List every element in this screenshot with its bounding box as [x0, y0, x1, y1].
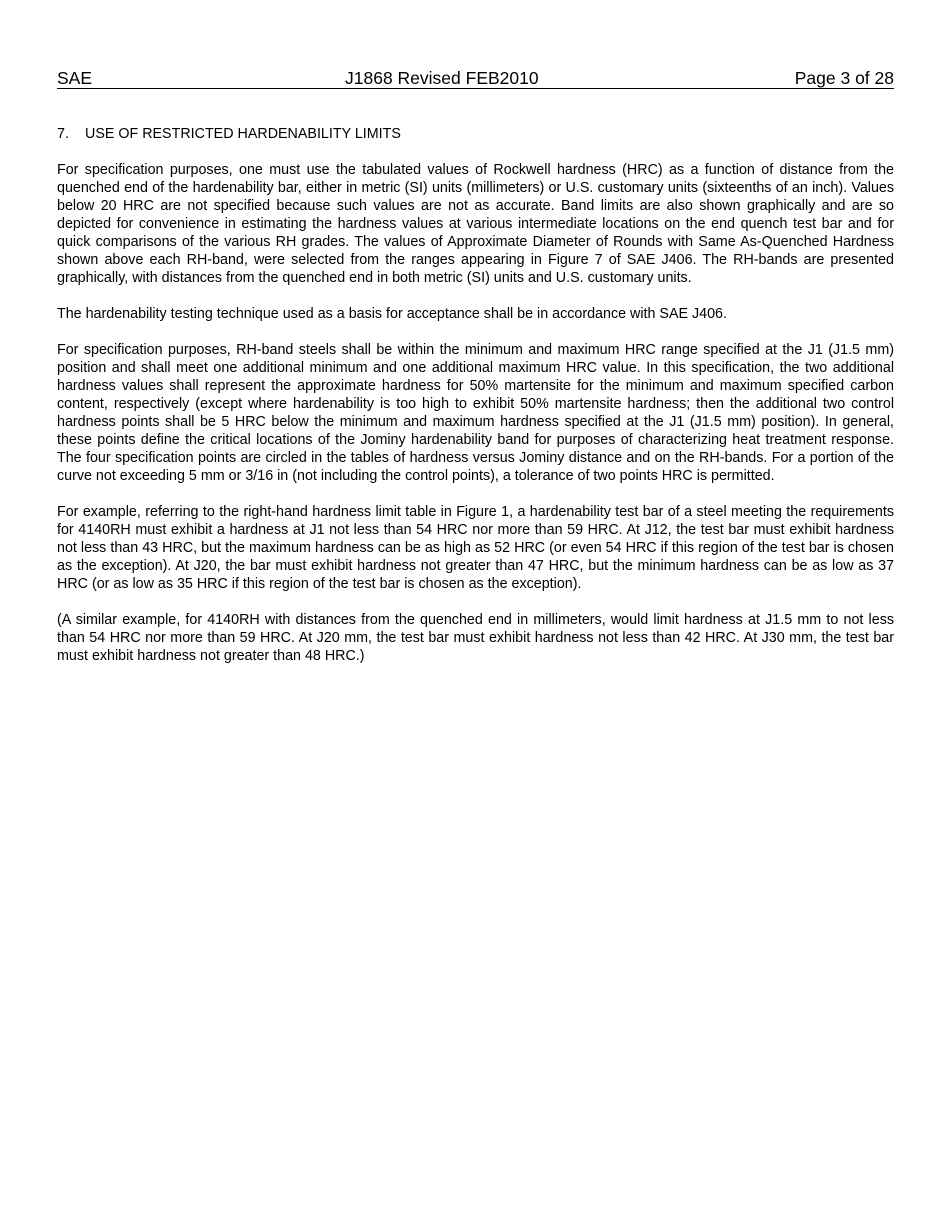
section-title: USE OF RESTRICTED HARDENABILITY LIMITS: [85, 126, 401, 142]
paragraph-testing-technique: The hardenability testing technique used as a basis for acceptance shall be in accordance with SAE J406.: [57, 306, 727, 322]
header-page-number: Page 3 of 28: [794, 68, 894, 88]
header-document-id: J1868 Revised FEB2010: [345, 68, 539, 88]
paragraph-example-4140rh: For example, referring to the right-hand hardness limit table in Figure 1, a hardenability test bar of a steel meeting the requirements for 4140RH must exhibit a hardness at J1 not less than 54 HRC nor more than 59 HRC. At J12, the test bar must exhibit hardness not less than 43 HRC, but the maximum hardness can be as high as 52 HRC (or even 54 HRC if this region of the test bar is chosen as the exception). At J20, the bar must exhibit hardness not greater than 47 HRC, but the minimum hardness can be as low as 37 HRC (or as low as 35 HRC if this region of the test bar is chosen as the exception).: [57, 504, 894, 592]
section-heading: [57, 125, 894, 143]
paragraph-specification-purposes: For specification purposes, one must use the tabulated values of Rockwell hardness (HRC) as a function of distance from the quenched end of the hardenability bar, either in metric (SI) units (millimeters) or U.S. customary units (sixteenths of an inch). Values below 20 HRC are not specified because such values are not as accurate. Band limits are also shown graphically and are so depicted for convenience in estimating the hardness values at various intermediate locations on the end quench test bar and for quick comparisons of the various RH grades. The values of Approximate Diameter of Rounds with Same As-Quenched Hardness shown above each RH-band, were selected from the ranges appearing in Figure 7 of SAE J406. The RH-bands are presented graphically, with distances from the quenched end in both metric (SI) units and U.S. customary units.: [57, 162, 894, 286]
paragraph-example-metric: (A similar example, for 4140RH with distances from the quenched end in millimeters, would limit hardness at J1.5 mm to not less than 54 HRC nor more than 59 HRC. At J20 mm, the test bar must exhibit hardness not less than 42 HRC. At J30 mm, the test bar must exhibit hardness not greater than 48 HRC.): [57, 612, 894, 664]
page-header: [57, 68, 894, 89]
paragraph-rh-band-requirements: For specification purposes, RH-band steels shall be within the minimum and maximum HRC range specified at the J1 (J1.5 mm) position and shall meet one additional minimum and one additional maximum HRC value. In this specification, the two additional hardness values shall represent the approximate hardness for 50% martensite for the minimum and maximum specified carbon content, respectively (except where hardenability is too high to exhibit 50% martensite hardness; then the additional two control hardness points shall be 5 HRC below the minimum and maximum hardness specified at the J1 (J1.5 mm) position). In general, these points define the critical locations of the Jominy hardenability band for purposes of characterizing heat treatment response. The four specification points are circled in the tables of hardness versus Jominy distance and on the RH-bands. For a portion of the curve not exceeding 5 mm or 3/16 in (not including the control points), a tolerance of two points HRC is permitted.: [57, 342, 894, 484]
section-number: 7.: [57, 126, 69, 142]
document-body: [57, 125, 894, 683]
header-organization: SAE: [57, 68, 93, 88]
